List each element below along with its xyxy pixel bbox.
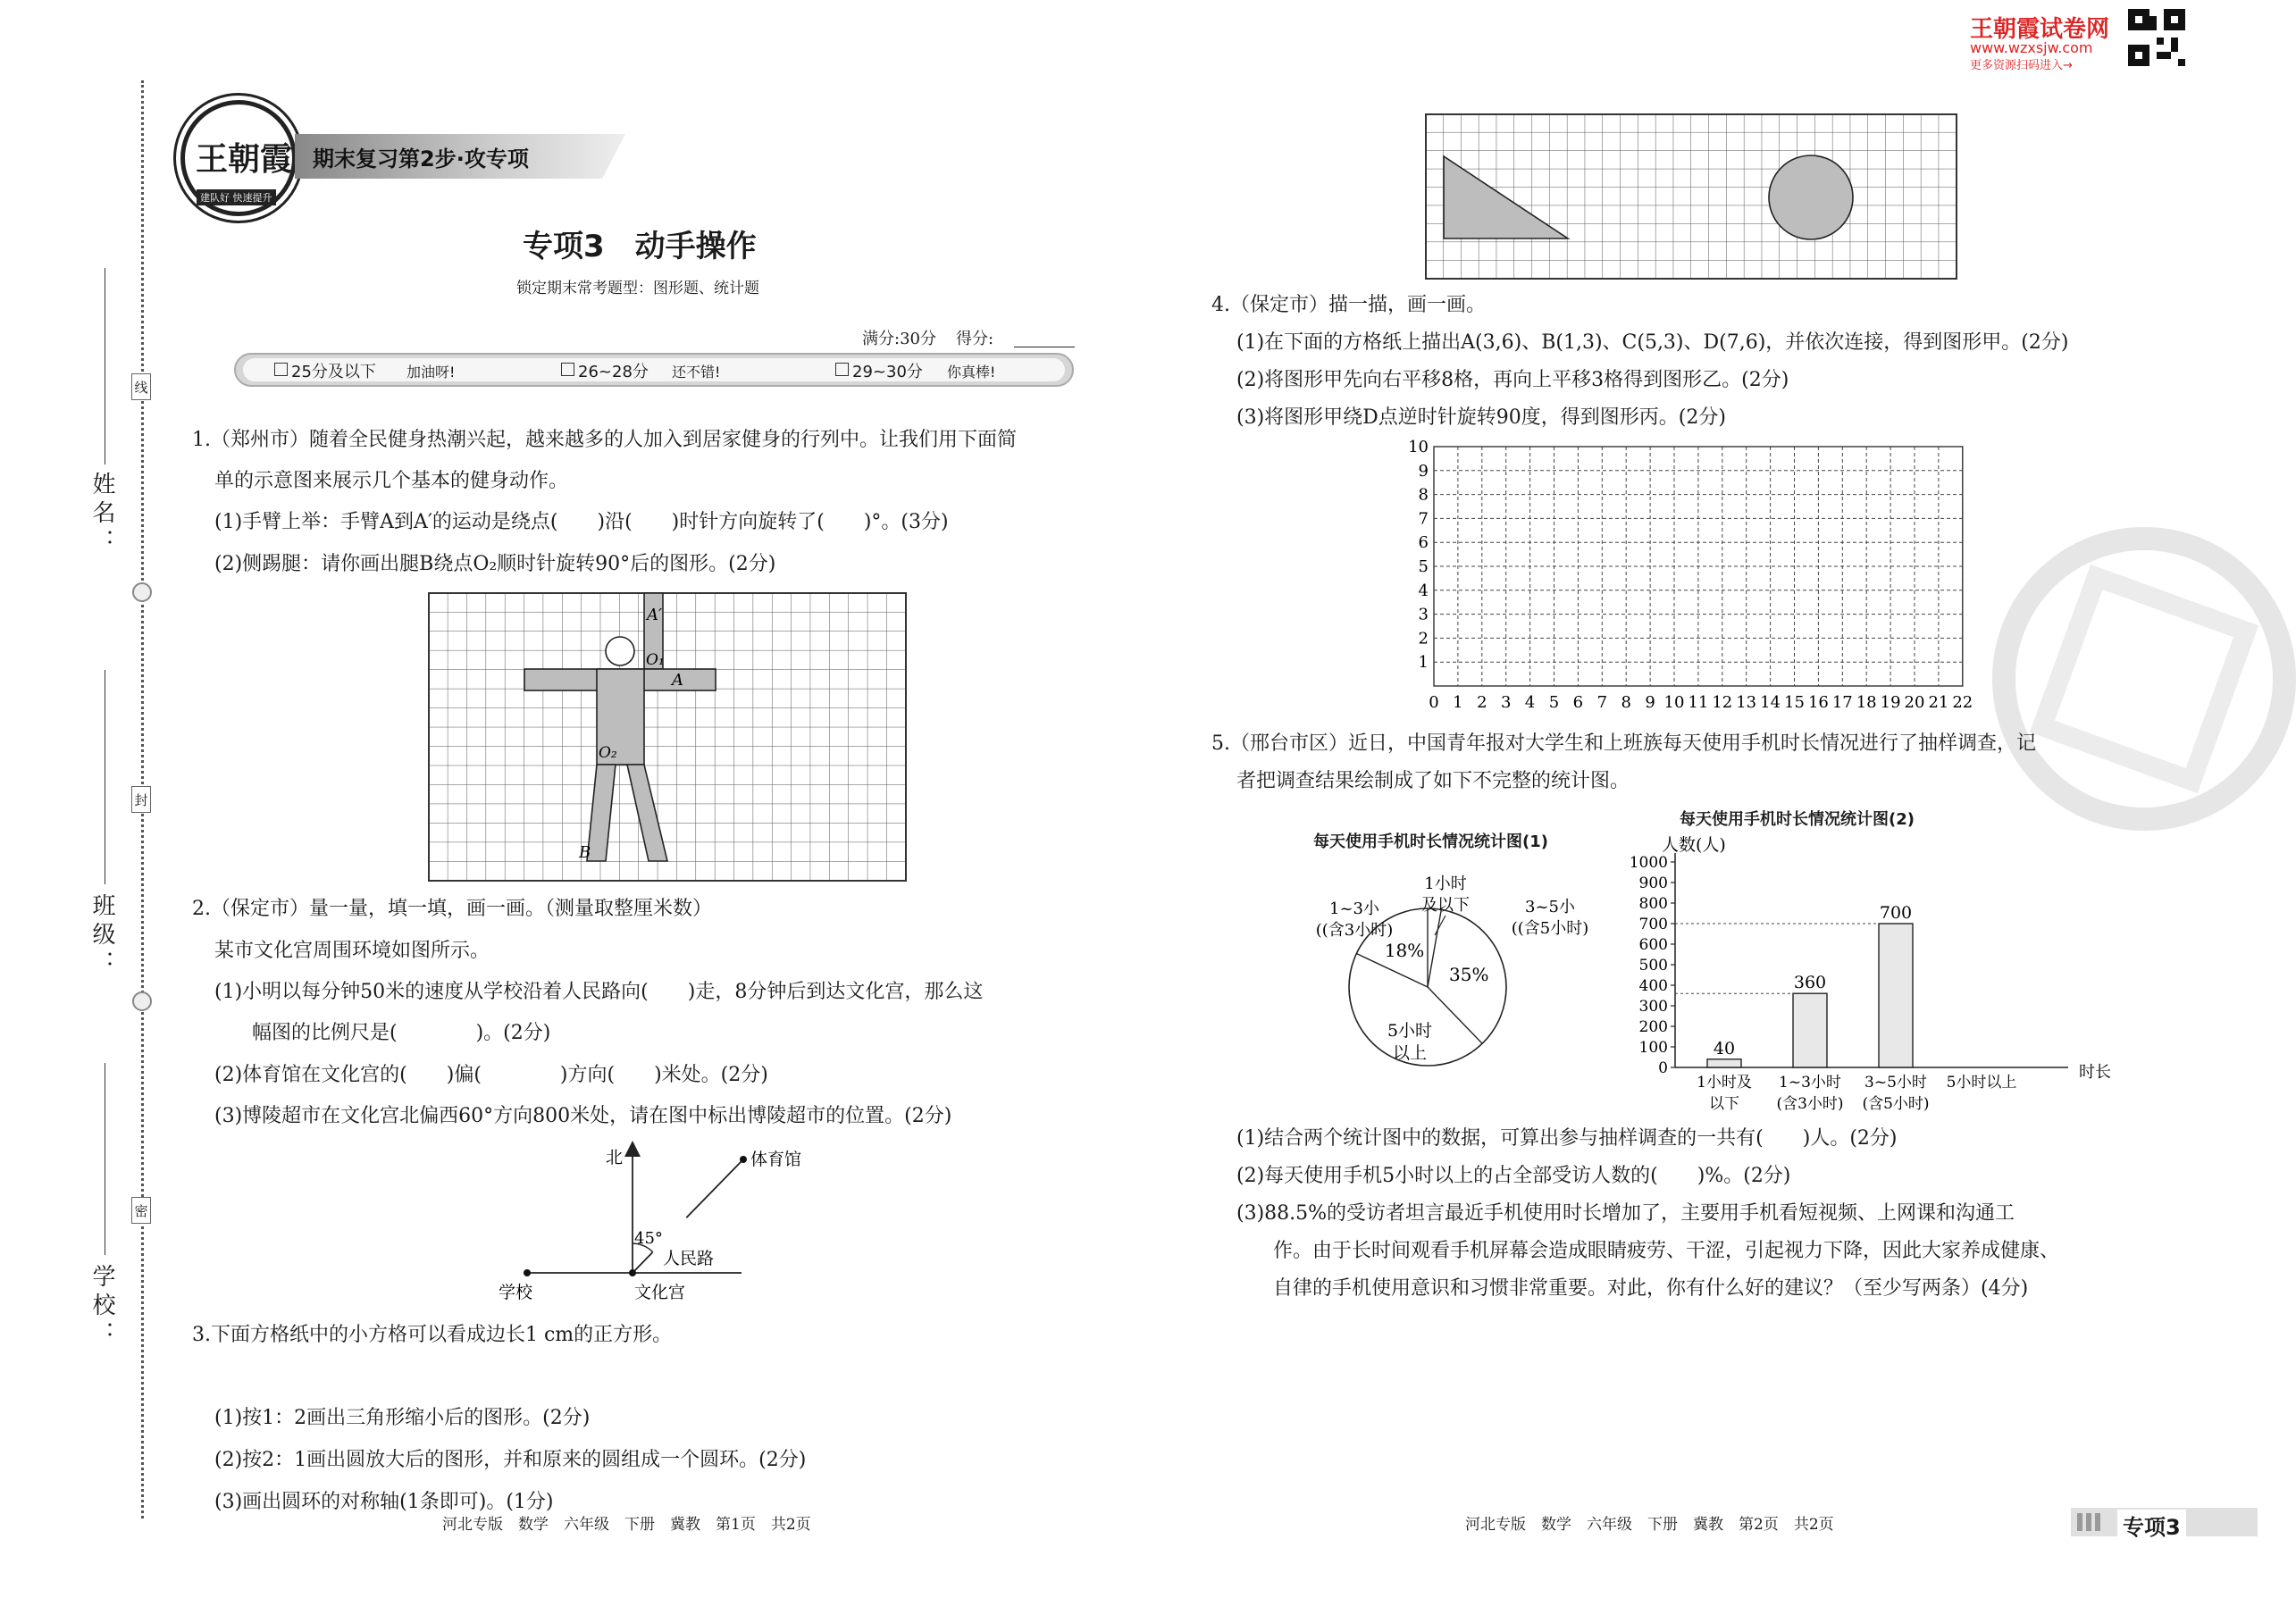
q1-part-1: (1)手臂上举：手臂A到A′的运动是绕点( )沿( )时针方向旋转了( )°。(3分) bbox=[214, 511, 949, 533]
bar bbox=[1707, 1059, 1741, 1067]
x-tick-label: 15 bbox=[1784, 693, 1805, 712]
site-watermark: 王朝霞试卷网 bbox=[1970, 16, 2110, 43]
score-label: 得分: bbox=[956, 330, 994, 348]
x-tick-label: (含3小时) bbox=[1776, 1095, 1844, 1113]
q1-grid-figure bbox=[429, 593, 906, 881]
cut-mark-line: 线 bbox=[131, 373, 151, 400]
y-tick-label: 5 bbox=[1418, 557, 1429, 576]
x-tick-label: 1小时及 bbox=[1697, 1074, 1752, 1092]
x-tick-label: 13 bbox=[1736, 693, 1757, 712]
q4-part-2: (2)将图形甲先向右平移8格，再向上平移3格得到图形乙。(2分) bbox=[1236, 369, 1789, 391]
x-tick-label: 2 bbox=[1477, 693, 1487, 712]
q2-part-2: (2)体育馆在文化宫的( )偏( )方向( )米处。(2分) bbox=[214, 1064, 768, 1086]
gym-label: 体育馆 bbox=[750, 1150, 802, 1169]
label-a-prime: A′ bbox=[647, 606, 663, 624]
north-label: 北 bbox=[606, 1148, 624, 1167]
x-tick-label: 12 bbox=[1712, 693, 1733, 712]
gym-point bbox=[740, 1156, 747, 1163]
q1-part-2: (2)侧踢腿：请你画出腿B绕点O₂顺时针旋转90°后的图形。(2分) bbox=[214, 553, 776, 575]
q5-part-3a: (3)88.5%的受访者坦言最近手机使用时长增加了，主要用手机看短视频、上网课和沟通工 bbox=[1236, 1202, 2015, 1225]
band-1-box bbox=[274, 363, 288, 376]
q5-part-1: (1)结合两个统计图中的数据，可算出参与抽样调查的一共有( )人。(2分) bbox=[1236, 1127, 1898, 1150]
y-tick-label: 3 bbox=[1418, 605, 1429, 624]
x-tick-label: 17 bbox=[1831, 693, 1853, 712]
bar-chart bbox=[1604, 831, 2111, 1117]
x-tick-label: 8 bbox=[1621, 693, 1631, 712]
center-point bbox=[629, 1269, 636, 1276]
y-tick-label: 1000 bbox=[1629, 854, 1668, 872]
pie-value-label: 18% bbox=[1384, 940, 1425, 962]
x-tick-label: 20 bbox=[1904, 693, 1925, 712]
q2-stem-2: 某市文化宫周围环境如图所示。 bbox=[214, 940, 490, 962]
name-label: 姓名： bbox=[88, 472, 115, 557]
school-label-map: 学校 bbox=[499, 1283, 533, 1302]
label-a: A bbox=[672, 671, 683, 690]
band-3: 29~30分 bbox=[852, 363, 923, 381]
bar-value-label: 360 bbox=[1793, 973, 1827, 993]
x-tick-label: 19 bbox=[1880, 693, 1901, 712]
binding-circle-1 bbox=[132, 582, 152, 602]
pie-chart-title: 每天使用手机时长情况统计图(1) bbox=[1313, 832, 1548, 851]
y-tick-label: 2 bbox=[1418, 629, 1429, 648]
bar bbox=[1879, 924, 1913, 1067]
label-o2: O₂ bbox=[599, 744, 617, 762]
q4-stem: 4.（保定市）描一描，画一画。 bbox=[1211, 294, 1486, 316]
pie-value-label: 35% bbox=[1449, 963, 1489, 985]
q2-part-1b: 幅图的比例尺是( )。(2分) bbox=[252, 1022, 551, 1044]
banner-text: 期末复习第2步·攻专项 bbox=[313, 146, 529, 172]
x-tick-label: 以下 bbox=[1709, 1095, 1739, 1113]
pie-chart bbox=[1315, 871, 1617, 1090]
x-tick-label: 4 bbox=[1524, 693, 1536, 712]
footer-left: 河北专版 数学 六年级 下册 冀教 第1页 共2页 bbox=[442, 1516, 811, 1534]
x-tick-label: 21 bbox=[1928, 693, 1949, 712]
x-tick-label: 1~3小时 bbox=[1779, 1074, 1841, 1092]
x-axis-label: 时长 bbox=[2079, 1063, 2111, 1082]
y-tick-label: 8 bbox=[1418, 485, 1429, 505]
q1-stem-1: 1.（郑州市）随着全民健身热潮兴起，越来越多的人加入到居家健身的行列中。让我们用下面简 bbox=[192, 429, 1017, 451]
x-tick-label: 0 bbox=[1429, 693, 1439, 712]
school-point bbox=[524, 1269, 531, 1276]
band-2-box bbox=[561, 363, 574, 376]
pie-category-label: 1~3小 bbox=[1329, 899, 1379, 918]
q5-part-2: (2)每天使用手机5小时以上的占全部受访人数的( )%。(2分) bbox=[1236, 1165, 1791, 1187]
q2-stem-1: 2.（保定市）量一量，填一填，画一画。（测量取整厘米数） bbox=[192, 898, 712, 920]
x-tick-label: 9 bbox=[1645, 693, 1655, 712]
q4-part-3: (3)将图形甲绕D点逆时针旋转90度，得到图形丙。(2分) bbox=[1236, 406, 1726, 429]
q2-map bbox=[473, 1143, 802, 1304]
footer-tag-dots bbox=[2077, 1513, 2102, 1531]
x-tick-label: 3~5小时 bbox=[1864, 1074, 1927, 1092]
x-tick-label: 5小时以上 bbox=[1946, 1074, 2017, 1092]
y-tick-label: 700 bbox=[1638, 916, 1668, 933]
q5-stem-1: 5.（邢台市区）近日，中国青年报对大学生和上班族每天使用手机时长情况进行了抽样调查，记 bbox=[1211, 732, 2036, 755]
y-tick-label: 600 bbox=[1638, 936, 1668, 954]
x-tick-label: 5 bbox=[1548, 693, 1560, 712]
x-tick-label: 10 bbox=[1663, 693, 1685, 712]
cut-mark-close: 密 bbox=[131, 1197, 151, 1224]
band-2-note: 还不错! bbox=[672, 364, 721, 381]
q1-stem-2: 单的示意图来展示几个基本的健身动作。 bbox=[214, 470, 569, 492]
q5-part-3b: 作。由于长时间观看手机屏幕会造成眼睛疲劳、干涩，引起视力下降，因此大家养成健康、 bbox=[1273, 1240, 2060, 1262]
x-tick-label: (含5小时) bbox=[1862, 1095, 1930, 1113]
class-label: 班级： bbox=[88, 893, 115, 979]
pie-category-label: 及以下 bbox=[1421, 896, 1470, 915]
bar bbox=[1793, 993, 1827, 1067]
binding-circle-2 bbox=[132, 991, 152, 1011]
band-3-note: 你真棒! bbox=[947, 364, 996, 381]
y-tick-label: 400 bbox=[1638, 977, 1668, 995]
band-1-note: 加油呀! bbox=[406, 364, 456, 381]
y-tick-label: 9 bbox=[1418, 461, 1429, 481]
pie-category-label: ((含3小时) bbox=[1315, 921, 1394, 940]
angle-label: 45° bbox=[634, 1229, 663, 1248]
q4-part-1: (1)在下面的方格纸上描出A(3,6)、B(1,3)、C(5,3)、D(7,6)，并依次连接，得到图形甲。(2分) bbox=[1236, 331, 2069, 354]
q3-grid-figure bbox=[1426, 114, 1957, 279]
y-tick-label: 500 bbox=[1638, 957, 1668, 975]
q4-coordinate-grid bbox=[1380, 438, 1988, 724]
pie-category-label: 1小时 bbox=[1424, 874, 1467, 893]
pie-category-label: ((含5小时) bbox=[1511, 919, 1589, 938]
x-tick-label: 7 bbox=[1596, 693, 1608, 712]
y-axis-label: 人数(人) bbox=[1662, 835, 1726, 855]
x-tick-label: 14 bbox=[1760, 693, 1781, 712]
y-tick-label: 6 bbox=[1418, 533, 1429, 553]
page-subtitle: 锁定期末常考题型：图形题、统计题 bbox=[516, 280, 759, 297]
q3-part-2-line: (2)按2：1画出圆放大后的图形，并和原来的圆组成一个圆环。(2分) bbox=[214, 1449, 807, 1471]
band-3-box bbox=[835, 363, 849, 376]
q2-part-3: (3)博陵超市在文化宫北偏西60°方向800米处，请在图中标出博陵超市的位置。(2分) bbox=[214, 1105, 952, 1127]
pie-category-label: 3~5小 bbox=[1525, 898, 1575, 916]
x-tick-label: 3 bbox=[1500, 693, 1512, 712]
full-score: 满分:30分 bbox=[862, 330, 936, 348]
q5-part-3c: 自律的手机使用意识和习惯非常重要。对此，你有什么好的建议？（至少写两条）(4分) bbox=[1273, 1277, 2029, 1300]
page-title: 专项3 动手操作 bbox=[523, 229, 757, 264]
qr-code bbox=[2128, 9, 2185, 66]
x-tick-label: 18 bbox=[1856, 693, 1877, 712]
bar-value-label: 700 bbox=[1879, 903, 1913, 923]
circle bbox=[1769, 155, 1853, 239]
brand-name: 王朝霞 bbox=[195, 140, 292, 178]
brand-seal-text: 建队好 快速提升 bbox=[197, 189, 276, 205]
footer-right: 河北专版 数学 六年级 下册 冀教 第2页 共2页 bbox=[1465, 1516, 1834, 1534]
y-tick-label: 1 bbox=[1418, 653, 1429, 673]
y-tick-label: 100 bbox=[1638, 1039, 1668, 1057]
x-tick-label: 1 bbox=[1453, 693, 1463, 712]
bar-value-label: 40 bbox=[1713, 1038, 1736, 1058]
y-tick-label: 200 bbox=[1638, 1018, 1668, 1036]
cut-mark-seal: 封 bbox=[131, 786, 151, 813]
site-url: www.wzxsjw.com bbox=[1970, 39, 2093, 56]
q3-part-1: (1)按1：2画出三角形缩小后的图形。(2分) bbox=[214, 1407, 591, 1429]
y-tick-label: 4 bbox=[1418, 581, 1429, 600]
x-tick-label: 22 bbox=[1952, 693, 1973, 712]
y-tick-label: 900 bbox=[1638, 874, 1668, 892]
x-tick-label: 6 bbox=[1572, 693, 1584, 712]
q5-stem-2: 者把调查结果绘制成了如下不完整的统计图。 bbox=[1236, 770, 1630, 792]
y-tick-label: 10 bbox=[1408, 438, 1429, 456]
bar-chart-title: 每天使用手机时长情况统计图(2) bbox=[1680, 810, 1915, 829]
center-label: 文化宫 bbox=[634, 1283, 686, 1302]
y-tick-label: 7 bbox=[1418, 509, 1429, 529]
y-tick-label: 800 bbox=[1638, 895, 1668, 913]
head bbox=[606, 637, 634, 665]
x-tick-label: 11 bbox=[1688, 693, 1709, 712]
label-b: B bbox=[579, 843, 591, 862]
x-tick-label: 16 bbox=[1807, 693, 1829, 712]
site-note: 更多资源扫码进入→ bbox=[1970, 59, 2073, 72]
q3-part-3: (3)画出圆环的对称轴(1条即可)。(1分) bbox=[214, 1491, 554, 1513]
pie-category-label: 以上 bbox=[1392, 1043, 1428, 1063]
y-tick-label: 0 bbox=[1658, 1059, 1668, 1077]
road-label: 人民路 bbox=[663, 1249, 715, 1268]
label-o1: O₁ bbox=[646, 651, 665, 669]
q2-part-1a: (1)小明以每分钟50米的速度从学校沿着人民路向( )走，8分钟后到达文化宫，那么这 bbox=[214, 981, 984, 1003]
band-1: 25分及以下 bbox=[291, 363, 376, 381]
y-tick-label: 300 bbox=[1638, 998, 1668, 1016]
footer-tag: 专项3 bbox=[2117, 1510, 2186, 1541]
school-label: 学校： bbox=[88, 1264, 115, 1350]
q3-stem-1: 3.下面方格纸中的小方格可以看成边长1 cm的正方形。 bbox=[192, 1324, 673, 1346]
pie-category-label: 5小时 bbox=[1387, 1021, 1433, 1041]
band-2: 26~28分 bbox=[578, 363, 649, 381]
